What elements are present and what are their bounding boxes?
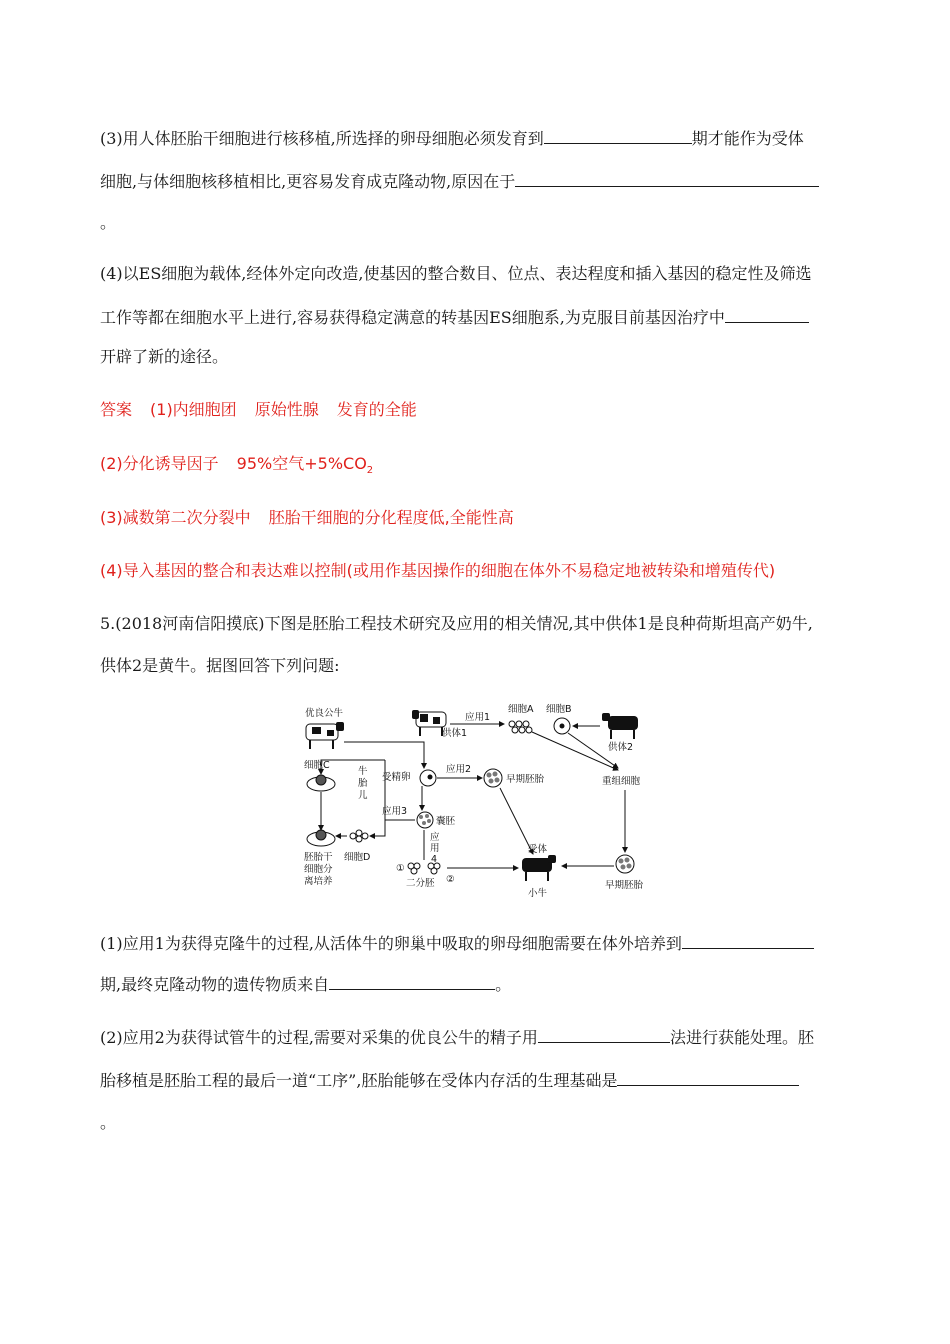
label-half-embryo: 二分胚 <box>406 878 435 889</box>
q5-part2-line3 <box>100 1112 116 1134</box>
answer-label: 答案 <box>100 400 133 419</box>
q4-part3-text-a: (3)用人体胚胎干细胞进行核移植,所选择的卵母细胞必须发育到 <box>100 129 544 148</box>
q5-part1-end: 。 <box>495 975 512 994</box>
blastocyst-icon <box>417 812 433 828</box>
label-app2: 应用2 <box>446 764 472 775</box>
q5-part1-text-b: 期,最终克隆动物的遗传物质来自 <box>100 975 330 994</box>
q4-part3-line3 <box>100 212 116 234</box>
label-early-embryo-2: 早期胚胎 <box>605 880 644 891</box>
q4-part4-line2 <box>100 306 809 329</box>
answer-blank[interactable] <box>538 1026 670 1043</box>
donor1-cow-icon <box>412 710 446 736</box>
esc-culture-icon <box>307 830 335 846</box>
label-donor2: 供体2 <box>608 742 634 753</box>
q4-part3-text-c: 细胞,与体细胞核移植相比,更容易发育成克隆动物,原因在于 <box>100 172 516 191</box>
label-app3: 应用3 <box>382 806 408 817</box>
q5-stem-2: 供体2是黄牛。据图回答下列问题: <box>100 656 340 675</box>
answer-line-4 <box>100 560 775 582</box>
donor2-cow-icon <box>602 713 638 739</box>
q5-part1-text-a: (1)应用1为获得克隆牛的过程,从活体牛的卵巢中吸取的卵母细胞需要在体外培养到 <box>100 934 682 953</box>
q5-part2-text-c: 胎移植是胚胎工程的最后一道“工序”,胚胎能够在受体内存活的生理基础是 <box>100 1071 618 1090</box>
label-bull: 优良公牛 <box>305 708 344 719</box>
early-embryo-icon <box>484 769 502 787</box>
label-donor1: 供体1 <box>442 728 468 739</box>
answer-blank[interactable] <box>544 127 692 144</box>
answer-2-subscript: 2 <box>366 465 374 477</box>
q5-part2-text-a: (2)应用2为获得试管牛的过程,需要对采集的优良公牛的精子用 <box>100 1028 538 1047</box>
answer-blank[interactable] <box>682 932 814 949</box>
label-mark-1: ① <box>396 863 405 874</box>
answer-3-2: 胚胎干细胞的分化程度低,全能性高 <box>268 508 514 527</box>
label-blastocyst: 囊胚 <box>436 816 456 827</box>
answer-1-3: 发育的全能 <box>336 400 417 419</box>
label-esc-3: 离培养 <box>304 876 333 887</box>
q4-part4-text-c: 开辟了新的途径。 <box>100 347 229 366</box>
q4-part3-line2 <box>100 170 819 193</box>
q4-part4-text-b: 工作等都在细胞水平上进行,容易获得稳定满意的转基因ES细胞系,为克服目前基因治疗中 <box>100 308 725 327</box>
q5-part2-line1 <box>100 1026 814 1049</box>
q5-part1-line2 <box>100 973 511 996</box>
label-early-embryo: 早期胚胎 <box>506 774 545 785</box>
label-mark-2: ② <box>446 874 455 885</box>
answer-line-3 <box>100 507 514 529</box>
label-esc-2: 细胞分 <box>304 864 333 875</box>
label-fetus-2: 胎 <box>358 778 368 789</box>
label-cell-b: 细胞B <box>546 704 572 715</box>
q4-part4-text-a: (4)以ES细胞为载体,经体外定向改造,使基因的整合数目、位点、表达程度和插入基因的稳定性及筛选 <box>100 264 812 283</box>
label-app1: 应用1 <box>465 712 491 723</box>
answer-4: (4)导入基因的整合和表达难以控制(或用作基因操作的细胞在体外不易稳定地被转染和增殖传代) <box>100 561 776 580</box>
cell-a-icon <box>509 721 532 733</box>
q5-stem-line1 <box>100 613 813 635</box>
q4-part3-line1 <box>100 127 804 150</box>
answer-blank[interactable] <box>515 170 819 187</box>
recipient-cow-icon <box>522 855 556 881</box>
cell-c-icon <box>307 775 335 791</box>
label-cell-a: 细胞A <box>508 704 534 715</box>
q5-part2-line2 <box>100 1069 799 1092</box>
answer-blank[interactable] <box>725 306 809 323</box>
q4-part4-line1 <box>100 263 811 285</box>
zygote-icon <box>420 770 436 786</box>
early-embryo-2-icon <box>616 855 634 873</box>
label-esc-1: 胚胎干 <box>304 852 333 863</box>
q5-part2-end: 。 <box>100 1113 117 1132</box>
answer-1-1: (1)内细胞团 <box>150 400 237 419</box>
bull-icon <box>306 722 344 749</box>
answer-2-1: (2)分化诱导因子 <box>100 454 219 473</box>
embryo-engineering-diagram <box>300 700 650 905</box>
label-recipient: 受体 <box>528 844 548 855</box>
label-fetus-3: 儿 <box>358 790 368 801</box>
q5-stem-1: 5.(2018河南信阳摸底)下图是胚胎工程技术研究及应用的相关情况,其中供体1是良种荷斯坦高产奶牛, <box>100 614 813 633</box>
q4-part3-text-b: 期才能作为受体 <box>691 129 804 148</box>
answer-2-2: 95%空气+5%CO <box>236 454 367 473</box>
answer-3-1: (3)减数第二次分裂中 <box>100 508 251 527</box>
answer-blank[interactable] <box>329 973 495 990</box>
label-app4-3: 4 <box>431 854 438 865</box>
label-zygote: 受精卵 <box>382 772 411 783</box>
answer-line-2 <box>100 453 373 482</box>
answer-line-1 <box>100 399 417 421</box>
answer-blank[interactable] <box>617 1069 799 1086</box>
label-cell-d: 细胞D <box>344 852 371 863</box>
q5-part2-text-b: 法进行获能处理。胚 <box>669 1028 814 1047</box>
label-app4-2: 用 <box>430 843 440 854</box>
cell-b-icon <box>554 718 570 734</box>
q4-part3-end: 。 <box>100 213 117 232</box>
label-cell-c: 细胞C <box>304 760 330 771</box>
cell-d-icon <box>350 830 368 842</box>
q5-stem-line2 <box>100 655 340 677</box>
label-recombined-cell: 重组细胞 <box>602 776 641 787</box>
label-calf: 小牛 <box>528 888 548 899</box>
q4-part4-line3 <box>100 346 228 368</box>
q5-part1-line1 <box>100 932 814 955</box>
answer-1-2: 原始性腺 <box>254 400 319 419</box>
label-app4-1: 应 <box>430 832 440 843</box>
label-fetus-1: 牛 <box>358 766 368 777</box>
